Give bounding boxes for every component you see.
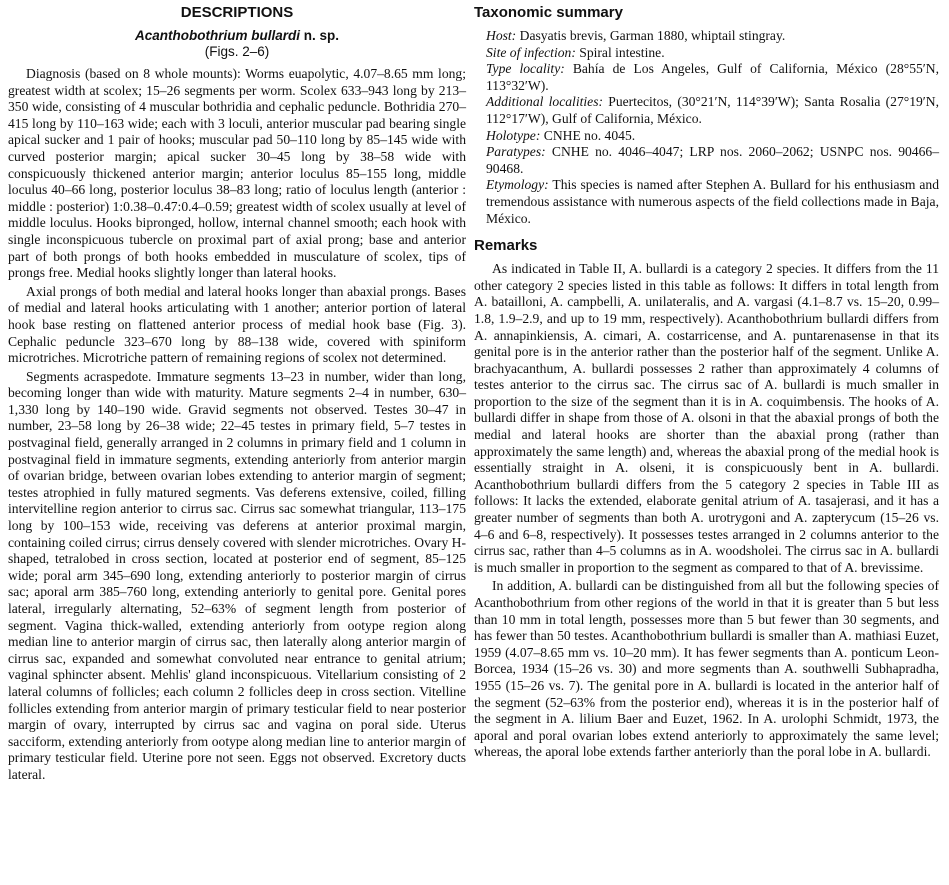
tax-entry-host: Host: Dasyatis brevis, Garman 1880, whiptail stingray. — [486, 28, 786, 43]
species-title — [8, 28, 466, 44]
section-heading-descriptions: DESCRIPTIONS — [180, 4, 294, 21]
hooks-paragraph: Axial prongs of both medial and lateral hooks longer than abaxial prongs. Bases of medial and lateral hooks articulating with 1 another; anterior portion of lateral hook base resting on flattened anterior process of medial hook base (Fig. 3). Cephalic peduncle 323–670 long by 88–138 wide, covered with spiniform microtriches. Microtriche pattern of remaining regions of scolex not determined. — [8, 283, 466, 366]
tax-entry-additional-localities: Additional localities: Puertecitos, (30°21′N, 114°39′W); Santa Rosalia (27°19′N, 112°17′W), Gulf of California, México. — [486, 94, 939, 126]
section-heading-remarks: Remarks — [474, 237, 538, 255]
tax-entry-type-locality: Type locality: Bahía de Los Angeles, Gulf of California, México (28°55′N, 113°32′W). — [486, 61, 939, 93]
right-column — [474, 4, 939, 763]
tax-entry-holotype: Holotype: CNHE no. 4045. — [486, 127, 636, 143]
figures-reference: (Figs. 2–6) — [204, 44, 270, 59]
species-suffix: n. sp. — [299, 28, 339, 43]
species-name: Acanthobothrium bullardi — [134, 28, 300, 43]
tax-entry-etymology: Etymology: This species is named after Stephen A. Bullard for his enthusiasm and tremendous assistance with numerous aspects of the field collections made in Baja, México. — [486, 177, 940, 226]
diagnosis-paragraph: Diagnosis (based on 8 whole mounts): Worms euapolytic, 4.07–8.65 mm long; greatest width at scolex; 15–26 segments per worm. Scolex 633–943 long by 213–350 wide, consisting of 4 muscular bothridia and cephalic peduncle. Bothridia 270–415 long by 110–163 wide; each with 3 loculi, anterior muscular pad bearing single apical sucker and 1 pair of hooks; muscular pad 50–110 long by 85–145 wide with curved posterior margin; apical sucker 30–45 long by 38–58 wide with conspicuously thickened anterior margin; anterior loculus 85–155 long, middle loculus 40–66 long, posterior loculus 38–83 long; ratio of loculus length (anterior : middle : posterior) 1:0.38–0.47:0.4–0.59; greatest width of scolex usually at level of middle loculus. Hooks bipronged, hollow, internal channel smooth; each hook with single inconspicuous tubercle on proximal part of axial prong; base and anterior part of both prongs of both hooks embedded in musculature of scolex, tips of prongs free. Medial hooks slightly longer than lateral hooks. — [8, 66, 466, 281]
left-column — [8, 4, 466, 786]
tax-entry-site: Site of infection: Spiral intestine. — [486, 44, 665, 60]
tax-entry-paratypes: Paratypes: CNHE no. 4046–4047; LRP nos. 2060–2062; USNPC nos. 90466–90468. — [486, 144, 939, 176]
taxonomic-summary-list — [474, 28, 939, 227]
section-heading-taxonomic-summary: Taxonomic summary — [474, 4, 623, 21]
segments-paragraph: Segments acraspedote. Immature segments 13–23 in number, wider than long, becoming longer than wide with maturity. Mature segments 2–4 in number, 630–1,330 long by 140–190 wide. Gravid segments not observed. Testes 30–47 in number, 23–58 long by 26–38 wide; 22–45 testes in primary field, 5–7 testes in postvaginal field, generally arranged in 2 columns in primary field and 1 column in postvaginal field in immature segments, extending anteriorly from anterior margin of ovarian bridge, between ovarian lobes extending to anterior margin of segment; testes atrophied in fully matured segments. Vas deferens extensive, coiled, filling intervitelline region anterior to cirrus sac. Cirrus sac somewhat triangular, 113–175 long by 100–153 wide, receiving vas deferens at anterior proximal margin, containing coiled cirrus; cirrus densely covered with slender microtriches. Ovary H-shaped, tetralobed in cross section, located at posterior end of segment, 85–125 wide; poral arm 345–690 long, extending anteriorly to posterior margin of cirrus sac; aporal arm 385–760 long, extending anteriorly to genital pore. Genital pores lateral, irregularly alternating, 52–63% of segment length from posterior of segment. Vagina thick-walled, extending anteriorly from ootype region along median line to anterior margin of cirrus sac, then laterally along anterior margin of cirrus sac, expanded and somewhat convoluted near entrance to genital atrium; vaginal sphincter absent. Mehlis' gland inconspicuous. Vitellarium consisting of 2 lateral columns of follicles; each column 2 follicles deep in cross section. Vitelline follicles extending from anterior margin of primary testicular field to near posterior margin of ovary, interrupted by cirrus sac and vagina on poral side. Uterus sacciform, extending anteriorly from ootype along median line to anterior margin of primary testicular field. Uterine pore not seen. Eggs not observed. Excretory ducts lateral. — [8, 368, 466, 782]
remarks-paragraph-1: As indicated in Table II, A. bullardi is a category 2 species. It differs from the 11 other category 2 species listed in this table as follows: It differs in total length from A. batailloni, A. campbelli, A. unilateralis, and A. vargasi (4.1–8.7 vs. 15–20, 0.99–1.8, 1.9–2.9, and up to 19 mm, respectively). Acanthobothrium bullardi differs from A. annapinkiensis, A. cimari, A. costarricense, and A. puntarenasense in that its genital pore is in the anterior rather than the posterior half of the segment. Unlike A. brachyacanthum, A. bullardi possesses 2 rather than approximately 4 columns of testes anterior to the cirrus sac. The cirrus sac of A. bullardi is much smaller in proportion to the size of the segment than it is in A. coquimbensis. The hooks of A. bullardi differ in shape from those of A. olsoni in that the abaxial prongs of both the medial and lateral hooks are shorter than the abaxial prong (rather than approximately the same length) and, whereas the abaxial prong of the medial hook is essentially straight in A. olseni, it is conspicuously bent in A. bullardi. Acanthobothrium bullardi differs from the 5 category 2 species in Table III as follows: It lacks the extended, elaborate genital atrium of A. tasajerasi, and it has a greater number of segments than both A. urotrygoni and A. zapterycum (15–26 vs. 4–6 and 6–8, respectively). It possesses testes arranged in 2 columns anterior to the cirrus sac, rather than 4–5 columns as in A. woodsholei. The cirrus sac in A. bullardi is much smaller in proportion to the segment as compared to that of A. brevissime. — [474, 261, 939, 575]
remarks-paragraph-2: In addition, A. bullardi can be distinguished from all but the following species of Acanthobothrium from other regions of the world in that it is greater than 5 but less than 10 mm in total length, possesses more than 5 but fewer than 30 segments, and has fewer than 50 testes. Acanthobothrium bullardi is smaller than A. mathiasi Euzet, 1959 (4.07–8.65 mm vs. 10–20 mm). It has fewer segments than A. ponticum Leon-Borcea, 1934 (15–26 vs. 30) and more segments than A. southwelli Subhapradha, 1955 (15–26 vs. 7). The genital pore in A. bullardi is located in the anterior half of the segment (52–63% from the posterior end), whereas it is in the posterior half of the segment in A. lilium Baer and Euzet, 1962. In A. urolophi Schmidt, 1973, the aporal and poral ovarian lobes extend anteriorly to approximately the same level; whereas, the aporal lobe extends farther anteriorly than the poral lobe in A. bullardi. — [474, 578, 939, 760]
